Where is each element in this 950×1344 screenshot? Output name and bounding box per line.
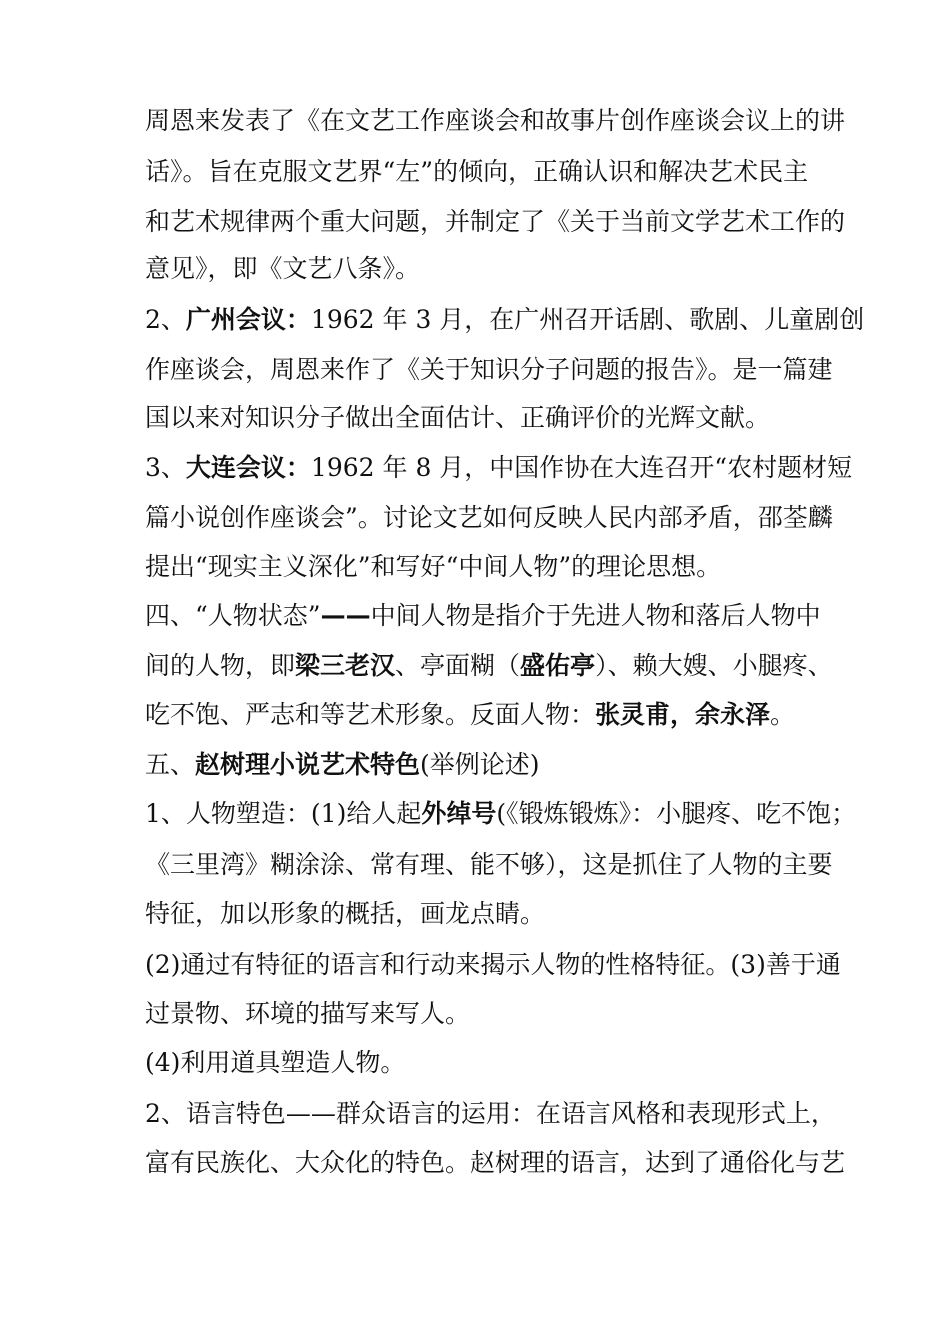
text-run: 意见》，即《文艺八条》。 xyxy=(145,254,421,283)
text-run: 作座谈会，周恩来作了《关于知识分子问题的报告》。是一篇建 xyxy=(145,355,833,384)
text-run: 富有民族化、大众化的特色。赵树理的语言，达到了通俗化与艺 xyxy=(145,1148,846,1177)
text-line xyxy=(145,896,545,932)
text-line xyxy=(145,648,833,684)
text-run: 和艺术规律两个重大问题，并制定了《关于当前文学艺术工作的 xyxy=(145,207,846,236)
text-run: 特征，加以形象的概括，画龙点睛。 xyxy=(145,899,546,928)
text-run: 、亭面糊（ xyxy=(395,651,521,680)
text-run: ）、赖大嫂、小腿疼、 xyxy=(595,651,833,680)
text-line xyxy=(145,549,721,585)
text-line xyxy=(145,352,833,388)
text-run: 吃不饱、严志和等艺术形象。反面人物： xyxy=(145,700,596,729)
text-run: 2、语言特色——群众语言的运用：在语言风格和表现形式上， xyxy=(145,1099,836,1128)
text-run: 《三里湾》糊涂涂、常有理、能不够），这是抓住了人物的主要 xyxy=(145,850,833,879)
text-run: 1962 年 3 月，在广州召开话剧、歌剧、儿童剧创 xyxy=(310,305,865,334)
item-number: 3、 xyxy=(145,453,186,482)
text-line xyxy=(145,154,808,190)
text-run: 。 xyxy=(770,700,796,729)
bold-term: 广州会议： xyxy=(185,305,311,334)
text-run: 1962 年 8 月，中国作协在大连召开“农村题材短 xyxy=(310,453,853,482)
bold-term: 大连会议： xyxy=(185,453,311,482)
text-run: 话》。旨在克服文艺界“左”的倾向，正确认识和解决艺术民主 xyxy=(145,157,809,186)
text-run: 国以来对知识分子做出全面估计、正确评价的光辉文献。 xyxy=(145,403,771,432)
text-run: 间的人物，即 xyxy=(145,651,296,680)
text-run: 1、人物塑造：(1)给人起 xyxy=(145,799,422,828)
text-line xyxy=(145,500,833,536)
bold-term: 张灵甫，余永泽 xyxy=(595,700,771,729)
text-run: 提出“现实主义深化”和写好“中间人物”的理论思想。 xyxy=(145,552,722,581)
text-line xyxy=(145,450,852,486)
text-run: 周恩来发表了《在文艺工作座谈会和故事片创作座谈会议上的讲 xyxy=(145,106,846,135)
bold-term: 盛佑亭 xyxy=(520,651,596,680)
text-line xyxy=(145,302,864,338)
text-line xyxy=(145,251,420,287)
text-line xyxy=(145,400,770,436)
text-run: 篇小说创作座谈会”。讨论文艺如何反映人民内部矛盾，邵荃麟 xyxy=(145,503,833,532)
text-line xyxy=(145,996,470,1032)
text-line xyxy=(145,697,795,733)
bold-term: 赵树理小说艺术特色 xyxy=(195,750,421,779)
heading-number: 五、 xyxy=(145,750,196,779)
bold-term: 外绰号 xyxy=(421,799,497,828)
text-line xyxy=(145,1145,845,1181)
text-run: (2)通过有特征的语言和行动来揭示人物的性格特征。(3)善于通 xyxy=(145,950,841,979)
section-heading xyxy=(145,747,540,783)
text-run: (《锻炼锻炼》：小腿疼、吃不饱； xyxy=(496,799,857,828)
text-run: (举例论述) xyxy=(420,750,540,779)
text-line xyxy=(145,1045,405,1081)
item-number: 2、 xyxy=(145,305,186,334)
text-line xyxy=(145,947,841,983)
bold-dash: —— xyxy=(320,601,371,630)
text-line xyxy=(145,598,821,634)
text-line xyxy=(145,1096,836,1132)
text-line xyxy=(145,103,845,139)
text-run: 四、“人物状态” xyxy=(145,601,321,630)
text-line xyxy=(145,796,856,832)
text-run: (4)利用道具塑造人物。 xyxy=(145,1048,406,1077)
text-line xyxy=(145,204,845,240)
text-run: 过景物、环境的描写来写人。 xyxy=(145,999,471,1028)
text-line xyxy=(145,847,833,883)
text-run: 中间人物是指介于先进人物和落后人物中 xyxy=(370,601,821,630)
bold-term: 梁三老汉 xyxy=(295,651,396,680)
